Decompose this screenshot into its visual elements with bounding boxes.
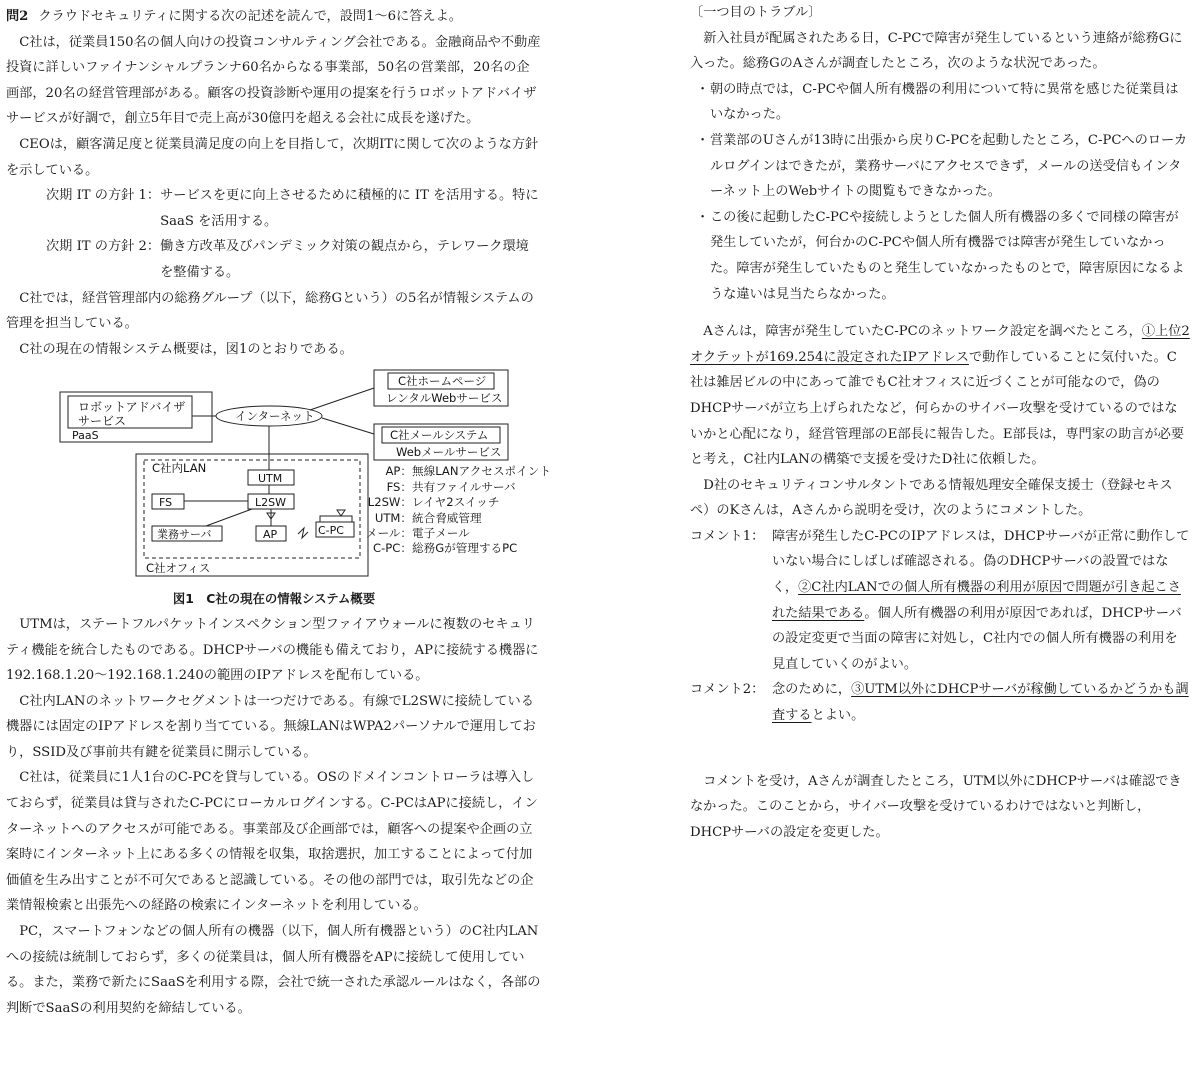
l2sw-label: L2SW <box>255 496 286 510</box>
lan-label: C社内LAN <box>152 461 207 476</box>
policy-1-label: 次期 IT の方針 1： <box>46 188 161 204</box>
ap-label: AP <box>263 528 278 542</box>
figure-caption: 図1 C社の現在の情報システム概要 <box>172 591 376 607</box>
paragraph-lan: C社内LANのネットワークセグメントは一つだけである。有線でL2SWに接続している機器には固定のIPアドレスを割り当てている。無線LANはWPA2パーソナルで運用しており，SSID及び事前共有鍵を従業員に開示している。 <box>6 693 536 760</box>
paragraph-ceo: CEOは，顧客満足度と従業員満足度の向上を目指して，次期ITに関して次のような方針を示している。 <box>6 136 539 178</box>
comment-1-label: コメント1： <box>690 528 765 544</box>
figure-legend <box>364 464 551 556</box>
legend-key: UTM： <box>374 510 412 525</box>
comment-1 <box>690 524 1190 678</box>
policy-1-text: サービスを更に向上させるために積極的に IT を活用する。特に SaaS を活用する。 <box>160 188 539 229</box>
robo-label-2: サービス <box>78 414 127 429</box>
bullet-item: ・ 朝の時点では，C-PCや個人所有機器の利用について特に異常を感じた従業員はいなかった。 <box>696 77 1190 128</box>
paragraph-incident: 新入社員が配属されたある日，C-PCで障害が発生しているという連絡が総務Gに入った。総務GのAさんが調査したところ，次のような状況であった。 <box>690 30 1183 72</box>
cpc-antenna-head <box>337 510 345 516</box>
paragraph-personal-devices: PC，スマートフォンなどの個人所有の機器（以下，個人所有機器という）のC社内LANへの接続は統制しておらず，多くの従業員は，個人所有機器をAPに接続して使用している。また，業務で新たにSaaSを利用する際，会社で統一された承認ルールはなく，各部の判断でSaaSの利用契約を締結している。 <box>6 924 541 1016</box>
comment-2-label: コメント2： <box>690 682 765 698</box>
homepage-title: C社ホームページ <box>398 374 487 389</box>
legend-value: 電子メール <box>412 525 470 540</box>
paragraph-figure-ref: C社の現在の情報システム概要は，図1のとおりである。 <box>19 341 353 357</box>
utm-label: UTM <box>258 472 283 486</box>
paragraph-consultant: D社のセキュリティコンサルタントである情報処理安全確保支援士（登録セキスペ）のKさんは，Aさんから説明を受け，次のようにコメントした。 <box>690 477 1173 519</box>
policy-2-text: 働き方改革及びパンデミック対策の観点から，テレワーク環境を整備する。 <box>160 239 529 280</box>
policy-1 <box>46 183 542 234</box>
legend-key: C-PC： <box>373 541 412 556</box>
bullet-text: この後に起動したC-PCや接続しようとした個人所有機器の多くで同様の障害が発生していたが，何台かのC-PCや個人所有機器では障害が発生していなかった。障害が発生していたものと発生していなかったものとで，障害原因になるような違いは見当たらなかった。 <box>710 209 1185 302</box>
legend-item <box>364 541 551 556</box>
legend-item <box>364 526 551 541</box>
underline-1: ①上位2オクテットが169.254に設定されたIPアドレス <box>690 324 1190 365</box>
text-run: 障害が発生したC-PCのIPアドレスは，DHCPサーバが正常に動作していない場合にしばしば確認される。偽のDHCPサーバの設置ではなく， <box>772 528 1190 596</box>
policy-2-label: 次期 IT の方針 2： <box>46 239 161 255</box>
text-run: とよい。 <box>811 708 865 724</box>
legend-item <box>364 495 551 510</box>
link-internet-homepage <box>310 388 374 410</box>
internet-label: インターネット <box>235 409 315 424</box>
legend-value: レイヤ2スイッチ <box>412 495 500 510</box>
figure-1 <box>6 368 551 582</box>
paas-label: PaaS <box>72 429 99 443</box>
policy-2 <box>46 234 542 285</box>
bullet-text: 営業部のUさんが13時に出張から戻りC-PCを起動したところ，C-PCへのローカルログインはできたが，業務サーバにアクセスできず，メールの送受信もインターネット上のWebサイトの閲覧もできなかった。 <box>710 132 1188 200</box>
legend-value: 共有ファイルサーバ <box>412 479 516 494</box>
legend-key: L2SW： <box>367 495 412 510</box>
legend-key: AP： <box>385 464 412 479</box>
text-run: 念のために， <box>772 682 852 698</box>
legend-value: 無線LANアクセスポイント <box>412 464 551 479</box>
bullet-item: ・ 営業部のUさんが13時に出張から戻りC-PCを起動したところ，C-PCへのローカルログインはできたが，業務サーバにアクセスできず，メールの送受信もインターネット上のWebサイトの閲覧もできなかった。 <box>696 128 1190 205</box>
bullet-item: ・ この後に起動したC-PCや接続しようとした個人所有機器の多くで同様の障害が発生していたが，何台かのC-PCや個人所有機器では障害が発生していなかった。障害が発生していたものと発生していなかったものとで，障害原因になるような違いは見当たらなかった。 <box>696 205 1190 307</box>
text-run: 。個人所有機器の利用が原因であれば，DHCPサーバの設定変更で当面の障害に対処し，C社内での個人所有機器の利用を見直していくのがよい。 <box>772 605 1182 672</box>
text-run: で動作していることに気付いた。C社は雑居ビルの中にあって誰でもC社オフィスに近づくことが可能なので，偽のDHCPサーバが立ち上げられたなど，何らかのサイバー攻撃を受けているのではないかと心配になり，経営管理部のE部長に報告した。E部長は，専門家の助言が必要と考え，C社内LANの構築で支援を受けたD社に依頼した。 <box>690 349 1184 468</box>
comment-2 <box>690 677 1190 728</box>
legend-item <box>364 480 551 495</box>
legend-value: 統合脅威管理 <box>412 510 482 525</box>
homepage-sub: レンタルWebサービス <box>386 391 503 406</box>
gyomu-label: 業務サーバ <box>157 528 212 542</box>
link-internet-mail <box>322 418 374 434</box>
paragraph-cpc: C社は，従業員に1人1台のC-PCを貸与している。OSのドメインコントローラは導入しておらず，従業員は貸与されたC-PCにローカルログインする。C-PCはAPに接続し，インターネットへのアクセスが可能である。事業部及び企画部では，顧客への提案や企画の立案時にインターネット上にある多くの情報を収集，取捨選択，加工することによって付加価値を生み出すことが不可欠であると認識している。その他の部門では，取引先などの企業情報検索と出張先への経路の検索にインターネットを利用している。 <box>6 770 538 914</box>
question-label: 問2 <box>6 9 29 24</box>
legend-value: 総務Gが管理するPC <box>412 541 518 556</box>
comment-1-text <box>772 524 1190 678</box>
section-heading: 〔一つ目のトラブル〕 <box>690 5 822 20</box>
paragraph-investigation <box>690 319 1190 473</box>
cpc-label: C-PC <box>318 524 344 538</box>
comment-2-text <box>772 677 1190 728</box>
paragraph-company: C社は，従業員150名の個人向けの投資コンサルティング会社である。金融商品や不動産投資に詳しいファイナンシャルプランナ60名からなる事業部，50名の営業部，20名の企画部，20名の経営管理部がある。顧客の投資診断や運用の提案を行うロボットアドバイザサービスが好調で，創立5年目で売上高が30億円を超える会社に成長を遂げた。 <box>6 34 541 127</box>
underline-3: ③UTM以外にDHCPサーバが稼働しているかどうかも調査する <box>772 682 1189 724</box>
paragraph-utm: UTMは，ステートフルパケットインスペクション型ファイアウォールに複数のセキュリティ機能を統合したものである。DHCPサーバの機能も備えており，APに接続する機器に192.168.1.20〜192.168.1.240の範囲のIPアドレスを配布している。 <box>6 616 539 684</box>
text-run: Aさんは，障害が発生していたC-PCのネットワーク設定を調べたところ， <box>703 324 1142 340</box>
legend-key: メール： <box>365 525 412 540</box>
legend-key: FS： <box>386 479 412 494</box>
legend-item <box>364 464 551 479</box>
mail-title: C社メールシステム <box>390 428 489 443</box>
bullet-text: 朝の時点では，C-PCや個人所有機器の利用について特に異常を感じた従業員はいなかった。 <box>710 81 1179 123</box>
fs-label: FS <box>159 496 173 510</box>
question-heading <box>6 4 542 30</box>
office-label: C社オフィス <box>146 561 211 576</box>
link-gyomu-l2sw <box>206 509 252 526</box>
wireless-signal <box>298 528 308 538</box>
left-column <box>6 0 551 1021</box>
robo-label-1: ロボットアドバイザ <box>78 400 186 415</box>
underline-2: ②C社内LANでの個人所有機器の利用が原因で問題が引き起こされた結果である <box>772 580 1181 621</box>
paragraph-somu: C社では，経営管理部内の総務グループ（以下，総務Gという）の5名が情報システムの管理を担当している。 <box>6 290 534 332</box>
legend-item <box>364 511 551 526</box>
question-instruction: クラウドセキュリティに関する次の記述を読んで，設問1〜6に答えよ。 <box>38 9 462 24</box>
mail-sub: Webメールサービス <box>396 445 502 460</box>
paragraph-conclusion: コメントを受け，Aさんが調査したところ，UTM以外にDHCPサーバは確認できなかった。このことから，サイバー攻撃を受けているわけではないと判断し，DHCPサーバの設定を変更した。 <box>690 773 1182 840</box>
right-column <box>690 0 1190 845</box>
